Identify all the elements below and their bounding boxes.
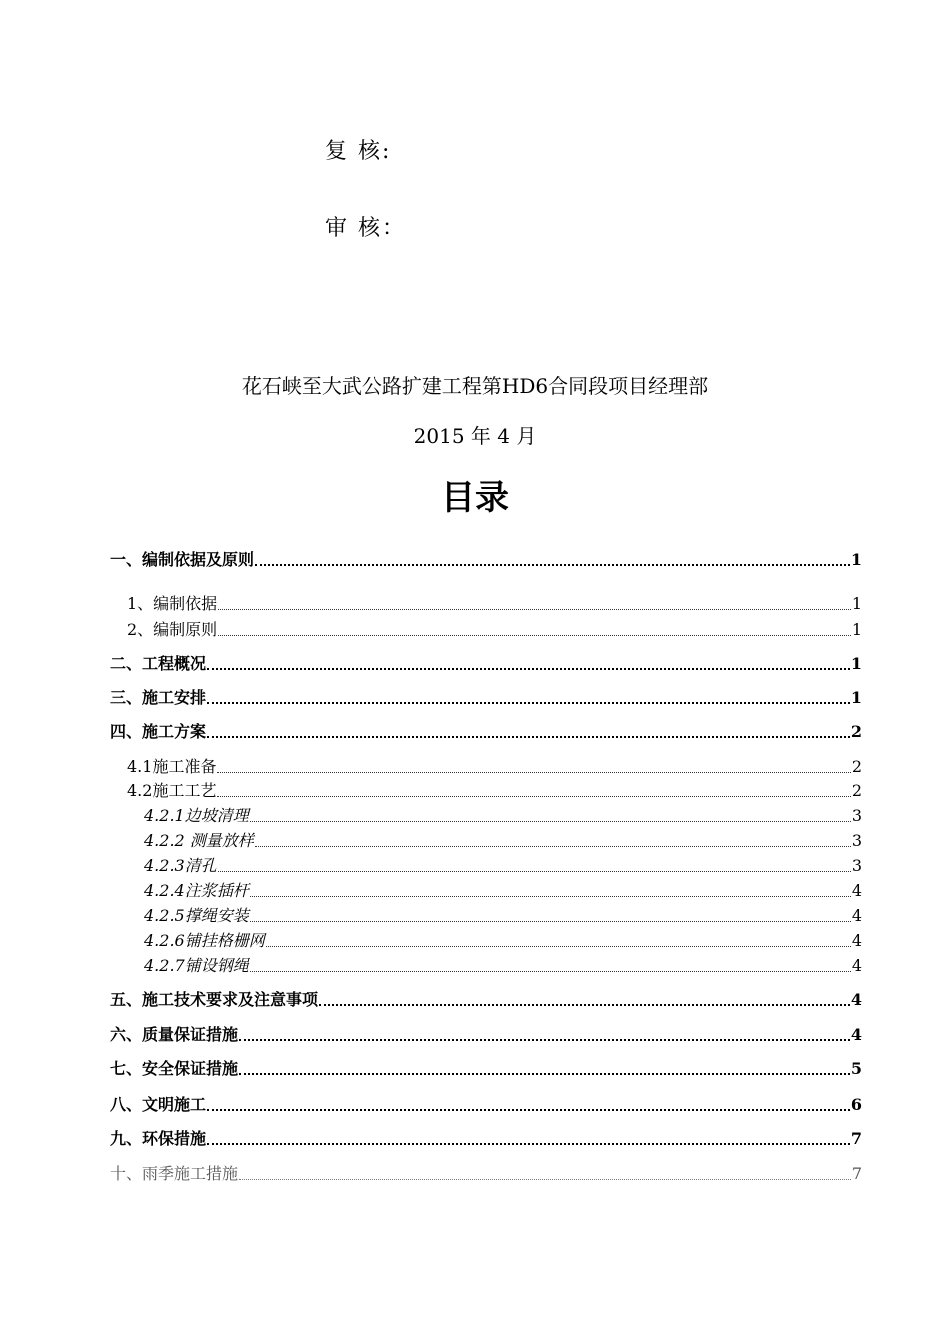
document-date: 2015 年 4 月 xyxy=(413,424,537,448)
toc-entry[interactable] xyxy=(144,928,862,951)
toc-entry-page: 5 xyxy=(850,1059,862,1078)
toc-entry-label: 4.2.4注浆插杆 xyxy=(144,881,249,900)
approve-label: 审 核： xyxy=(325,216,406,241)
toc-entry[interactable] xyxy=(110,1092,862,1115)
organization-name: 花石峡至大武公路扩建工程第HD6合同段项目经理部 xyxy=(241,374,709,398)
toc-leader xyxy=(218,635,851,636)
toc-entry-label: 三、施工安排 xyxy=(110,688,207,707)
toc-entry-page: 4 xyxy=(851,906,862,925)
toc-leader xyxy=(239,1039,850,1041)
toc-entry-label: 十、雨季施工措施 xyxy=(110,1164,239,1183)
toc-leader xyxy=(207,702,850,704)
toc-entry[interactable] xyxy=(110,1022,862,1045)
toc-leader xyxy=(250,921,851,922)
toc-entry-label: 八、文明施工 xyxy=(110,1095,207,1114)
toc-entry[interactable] xyxy=(127,754,862,777)
toc-entry-label: 4.2.6铺挂格栅网 xyxy=(144,931,265,950)
toc-leader xyxy=(319,1004,850,1006)
toc-entry-label: 1、编制依据 xyxy=(127,594,218,613)
toc-entry[interactable] xyxy=(144,953,862,976)
toc-entry-page: 2 xyxy=(851,781,862,800)
toc-entry-label: 4.2.2 测量放样 xyxy=(144,831,254,850)
toc-entry-label: 4.2.1边坡清理 xyxy=(144,806,249,825)
toc-leader xyxy=(217,796,850,797)
toc-leader xyxy=(250,896,851,897)
review-label: 复 核: xyxy=(325,139,392,164)
toc-entry-page: 4 xyxy=(851,931,862,950)
toc-entry[interactable] xyxy=(127,778,862,801)
toc-entry-page: 4 xyxy=(851,956,862,975)
toc-entry[interactable] xyxy=(110,1056,862,1079)
toc-entry-label: 四、施工方案 xyxy=(110,722,207,741)
toc-entry-page: 1 xyxy=(850,688,862,707)
toc-entry[interactable] xyxy=(110,547,862,570)
toc-entry-label: 4.2.3清孔 xyxy=(144,856,217,875)
toc-entry-label: 六、质量保证措施 xyxy=(110,1025,239,1044)
toc-entry[interactable] xyxy=(127,591,862,614)
toc-entry-page: 4 xyxy=(851,881,862,900)
toc-entry-page: 3 xyxy=(851,831,862,850)
toc-entry-page: 6 xyxy=(850,1095,862,1114)
toc-entry[interactable] xyxy=(110,685,862,708)
toc-leader xyxy=(217,772,850,773)
toc-leader xyxy=(207,736,850,738)
toc-leader xyxy=(255,564,850,566)
toc-entry-page: 7 xyxy=(850,1129,862,1148)
toc-leader xyxy=(218,871,851,872)
toc-entry[interactable] xyxy=(110,1161,862,1184)
toc-entry-label: 4.2施工工艺 xyxy=(127,781,217,800)
toc-entry-label: 九、环保措施 xyxy=(110,1129,207,1148)
toc-entry-label: 一、编制依据及原则 xyxy=(110,550,255,569)
toc-entry[interactable] xyxy=(144,903,862,926)
toc-entry[interactable] xyxy=(110,651,862,674)
toc-entry[interactable] xyxy=(144,853,862,876)
toc-entry-label: 二、工程概况 xyxy=(110,654,207,673)
toc-title: 目录 xyxy=(441,478,509,518)
toc-leader xyxy=(266,946,851,947)
toc-entry-label: 2、编制原则 xyxy=(127,620,218,639)
toc-entry[interactable] xyxy=(110,1126,862,1149)
toc-entry-label: 4.2.7铺设钢绳 xyxy=(144,956,249,975)
toc-entry-page: 1 xyxy=(850,654,862,673)
toc-entry-label: 七、安全保证措施 xyxy=(110,1059,239,1078)
toc-leader xyxy=(207,668,850,670)
toc-entry-page: 1 xyxy=(850,550,862,569)
toc-entry-page: 1 xyxy=(851,620,862,639)
toc-entry[interactable] xyxy=(144,878,862,901)
toc-entry-page: 7 xyxy=(851,1164,862,1183)
toc-entry-page: 3 xyxy=(851,856,862,875)
toc-entry[interactable] xyxy=(127,617,862,640)
toc-leader xyxy=(239,1179,851,1180)
toc-leader xyxy=(207,1143,850,1145)
toc-entry[interactable] xyxy=(110,987,862,1010)
toc-leader xyxy=(218,609,851,610)
toc-leader xyxy=(239,1073,850,1075)
toc-entry-label: 4.2.5撑绳安装 xyxy=(144,906,249,925)
toc-leader xyxy=(207,1109,850,1111)
toc-leader xyxy=(255,846,851,847)
toc-entry-page: 2 xyxy=(850,722,862,741)
toc-entry-page: 1 xyxy=(851,594,862,613)
toc-leader xyxy=(250,821,851,822)
toc-entry-page: 4 xyxy=(850,990,862,1009)
toc-leader xyxy=(250,971,851,972)
toc-entry-label: 五、施工技术要求及注意事项 xyxy=(110,990,319,1009)
toc-entry[interactable] xyxy=(144,803,862,826)
toc-entry-page: 4 xyxy=(850,1025,862,1044)
toc-entry[interactable] xyxy=(144,828,862,851)
toc-entry-page: 3 xyxy=(851,806,862,825)
toc-entry-page: 2 xyxy=(851,757,862,776)
toc-entry-label: 4.1施工准备 xyxy=(127,757,217,776)
toc-entry[interactable] xyxy=(110,719,862,742)
